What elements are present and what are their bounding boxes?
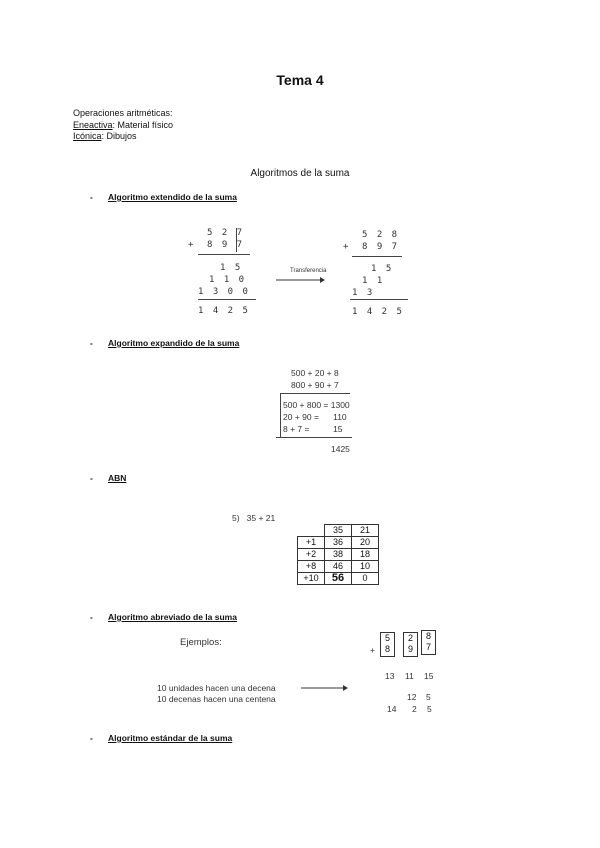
examples-label: Ejemplos: bbox=[180, 637, 222, 648]
abn-row: 35 21 bbox=[298, 525, 379, 537]
expandido-rule2 bbox=[276, 437, 352, 438]
extendido-right-p1: 1 5 bbox=[371, 264, 394, 274]
abn-row: +8 46 10 bbox=[298, 561, 379, 573]
extendido-left-row2: 8 9 7 bbox=[207, 240, 245, 250]
expandido-result: 1425 bbox=[331, 444, 350, 454]
abn-table bbox=[297, 524, 379, 585]
expandido-line1: 500 + 20 + 8 bbox=[291, 368, 339, 378]
page-title: Tema 4 bbox=[276, 72, 324, 88]
intro-block bbox=[73, 108, 173, 143]
intro-enactive: Eneactiva: Material físico bbox=[73, 119, 174, 130]
abreviado-col1: 5 8 bbox=[380, 632, 395, 657]
abreviado-col2: 2 9 bbox=[403, 632, 418, 657]
expandido-vrule bbox=[280, 393, 281, 437]
extendido-right-row2: 8 9 7 bbox=[362, 242, 400, 252]
abn-row: +10 56 0 bbox=[298, 573, 379, 585]
extendido-right-p3: 1 3 bbox=[352, 288, 375, 298]
abreviado-result2: 2 bbox=[412, 704, 417, 714]
extendido-left-result: 1 4 2 5 bbox=[198, 306, 250, 316]
abreviado-col3: 8 7 bbox=[421, 630, 436, 655]
section-heading-estandar: - Algoritmo estándar de la suma bbox=[90, 733, 233, 743]
extendido-left-p3: 1 3 0 0 bbox=[198, 287, 250, 297]
section-heading-abn: - ABN bbox=[90, 473, 127, 483]
section-heading-extendido: - Algoritmo extendido de la suma bbox=[90, 192, 237, 202]
expandido-rule1 bbox=[280, 393, 350, 394]
intro-heading: Operaciones aritméticas: bbox=[73, 108, 173, 118]
abreviado-plus: + bbox=[370, 645, 375, 655]
extendido-left-p2: 1 1 0 bbox=[209, 275, 247, 285]
extendido-left-p1: 1 5 bbox=[220, 263, 243, 273]
extendido-left-line2 bbox=[198, 299, 256, 300]
abreviado-sum1: 13 bbox=[385, 671, 395, 681]
expandido-line2: 800 + 90 + 7 bbox=[291, 380, 339, 390]
expandido-line3: 500 + 800 = 1300 bbox=[283, 400, 350, 410]
expandido-line5: 8 + 7 = 15 bbox=[283, 424, 343, 434]
abreviado-sum3: 15 bbox=[424, 671, 434, 681]
extendido-left-row1: 5 2 7 bbox=[207, 228, 245, 238]
abreviado-note1: 10 unidades hacen una decena bbox=[157, 683, 276, 693]
abreviado-result3: 5 bbox=[427, 704, 432, 714]
extendido-left-plus: + bbox=[188, 240, 196, 250]
abreviado-note2: 10 decenas hacen una centena bbox=[157, 694, 276, 704]
section-subtitle: Algoritmos de la suma bbox=[250, 168, 350, 179]
extendido-right-plus: + bbox=[343, 242, 351, 252]
section-heading-expandido: - Algoritmo expandido de la suma bbox=[90, 338, 240, 348]
abn-row: +1 36 20 bbox=[298, 537, 379, 549]
extendido-right-line2 bbox=[350, 299, 408, 300]
expandido-line4: 20 + 90 = 110 bbox=[283, 412, 347, 422]
section-heading-abreviado: - Algoritmo abreviado de la suma bbox=[90, 612, 237, 622]
extendido-left-bracket bbox=[236, 228, 237, 252]
extendido-right-result: 1 4 2 5 bbox=[352, 307, 404, 317]
intro-iconic: Icónica: Dibujos bbox=[73, 131, 137, 141]
extendido-right-row1: 5 2 8 bbox=[362, 230, 400, 240]
extendido-left-line1 bbox=[198, 254, 250, 255]
abreviado-carry1: 12 bbox=[407, 692, 417, 702]
abreviado-sum2: 11 bbox=[405, 671, 414, 681]
abreviado-carry2: 5 bbox=[426, 692, 431, 702]
abn-problem: 5) 35 + 21 bbox=[232, 513, 276, 523]
arrow-right-icon bbox=[301, 683, 349, 693]
transfer-arrow-icon bbox=[276, 275, 326, 285]
abn-row: +2 38 18 bbox=[298, 549, 379, 561]
transfer-label: Transferencia bbox=[290, 268, 327, 274]
extendido-right-p2: 1 1 bbox=[362, 276, 385, 286]
abreviado-result1: 14 bbox=[387, 704, 397, 714]
extendido-right-line1 bbox=[352, 256, 402, 257]
